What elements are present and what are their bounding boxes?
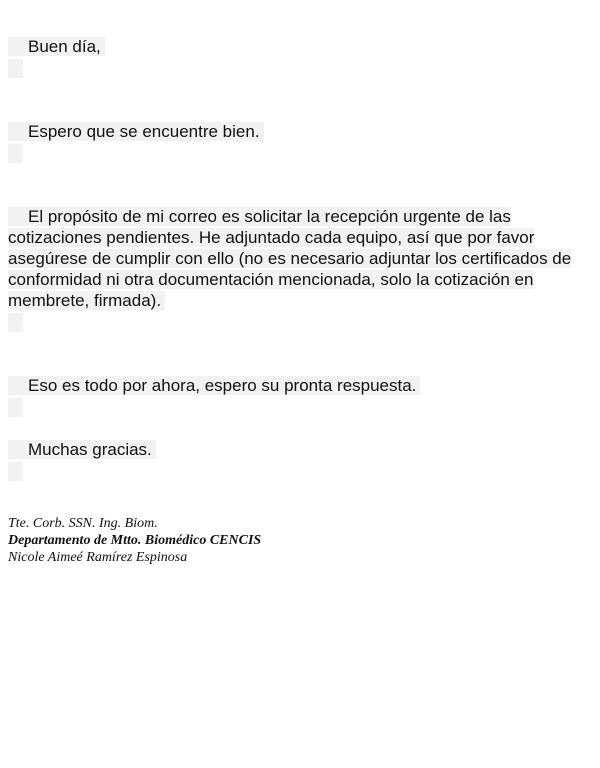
- closing-paragraph: [8, 375, 594, 396]
- thanks-text: Muchas gracias.: [28, 440, 152, 459]
- blank-line: [8, 144, 23, 163]
- wellwish-paragraph: [8, 121, 594, 142]
- blank-line: [8, 313, 23, 332]
- email-body: [8, 36, 594, 481]
- wellwish-highlight: [8, 122, 264, 141]
- greeting-paragraph: [8, 36, 594, 57]
- signature-title: Tte. Corb. SSN. Ing. Biom.: [8, 516, 158, 531]
- signature-department: Departamento de Mtto. Biomédico CENCIS: [8, 533, 262, 548]
- closing-highlight: [8, 376, 420, 395]
- blank-line: [8, 462, 23, 481]
- thanks-highlight: [8, 440, 156, 459]
- blank-line: [8, 398, 23, 417]
- blank-line: [8, 59, 23, 78]
- email-signature: [8, 515, 261, 566]
- greeting-text: Buen día,: [28, 37, 101, 56]
- purpose-text: El propósito de mi correo es solicitar la recepción urgente de las cotizaciones pendientes. He adjuntado cada equipo, así que por favor asegúrese de cumplir con ello (no es necesario adjuntar los certificados de conformidad ni otra documentación mencionada, solo la cotización en membrete, firmada).: [8, 207, 572, 310]
- signature-name: Nicole Aimeé Ramírez Espinosa: [8, 550, 188, 565]
- greeting-highlight: [8, 37, 105, 56]
- purpose-highlight: [8, 207, 571, 310]
- thanks-paragraph: [8, 439, 594, 460]
- purpose-paragraph: [8, 206, 594, 311]
- wellwish-text: Espero que se encuentre bien.: [28, 122, 260, 141]
- closing-text: Eso es todo por ahora, espero su pronta respuesta.: [28, 376, 417, 395]
